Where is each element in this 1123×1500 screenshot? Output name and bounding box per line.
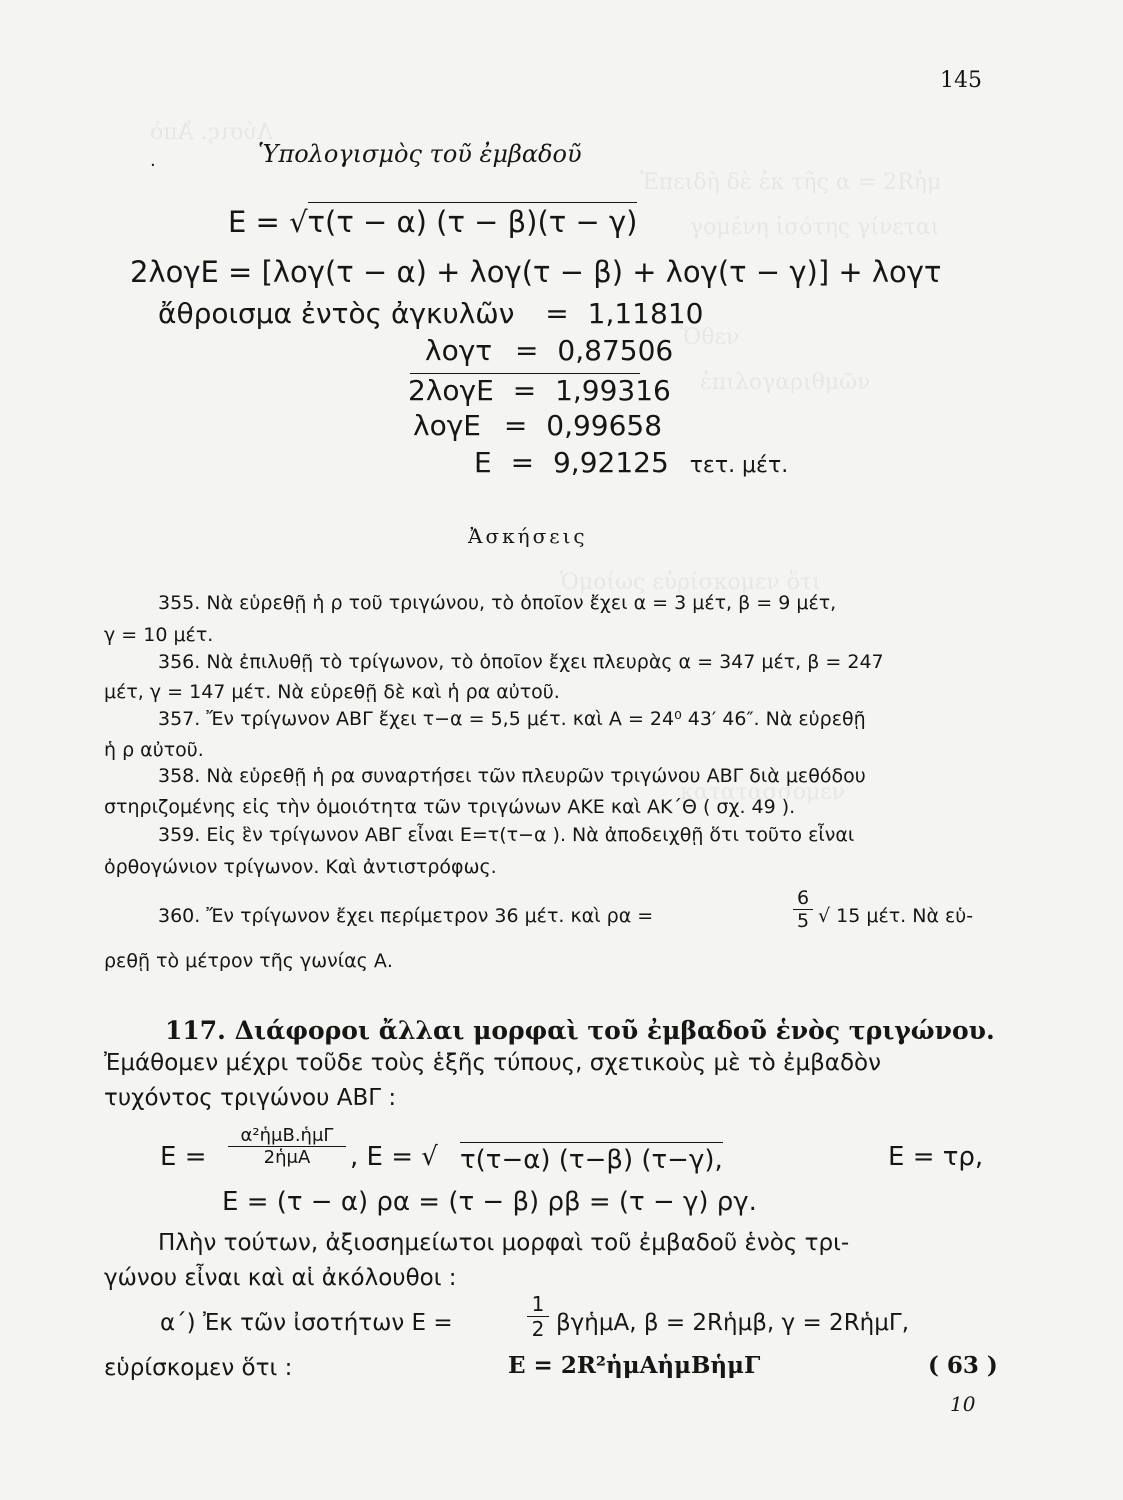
section-title: [165, 1016, 995, 1045]
fraction-denominator: 2ἡμΑ: [263, 1147, 311, 1168]
calc-row: [408, 374, 671, 407]
bleed-through-text: κατατάσσομεν: [680, 780, 846, 805]
log-sum-tail: + λογτ: [838, 255, 942, 289]
bleed-through-text: Ἐπειδὴ δὲ ἐκ τῆς α = 2Rἡμ: [640, 170, 942, 195]
exercise-line: στηριζομένης εἰς τὴν ὁμοιότητα τῶν τριγώνων ΑΚΕ καὶ ΑΚ΄Θ ( σχ. 49 ).: [104, 796, 796, 818]
calc-row: [413, 409, 662, 442]
exercise-line: ρεθῇ τὸ μέτρον τῆς γωνίας Α.: [104, 950, 393, 972]
paragraph-line: γώνου εἶναι καὶ αἱ ἀκόλουθοι :: [104, 1265, 457, 1291]
fraction-6-5: [793, 887, 813, 932]
paragraph-line: τυχόντος τριγώνου ΑΒΓ :: [104, 1085, 397, 1111]
calc-label: E: [474, 446, 492, 479]
exercise-number: 359.: [158, 824, 201, 846]
calc-value: 1,99316: [555, 374, 671, 407]
fraction-denominator: 5: [796, 910, 810, 932]
item-a-prefix: α΄) Ἐκ τῶν ἰσοτήτων E =: [160, 1310, 453, 1336]
calc-value: 0,99658: [546, 409, 663, 442]
exercise-text: Νὰ εὑρεθῇ ἡ ρ τοῦ τριγώνου, τὸ ὁποῖον ἔχει α = 3 μέτ, β = 9 μέτ,: [206, 592, 837, 614]
calc-label: 2λογE: [408, 374, 494, 407]
calc-equals: =: [515, 334, 539, 367]
exercise-number: 358.: [158, 765, 201, 787]
exercise-360: [158, 905, 653, 927]
exercise-line: μέτ, γ = 147 μέτ. Νὰ εὑρεθῇ δὲ καὶ ἡ ρα αὐτοῦ.: [104, 681, 560, 703]
fraction-one-half: [527, 1292, 549, 1341]
stray-dot: .: [150, 150, 156, 171]
exercise-number: 355.: [158, 592, 201, 614]
bleed-through-text: ἐπιλογαριθμῶν: [700, 370, 871, 395]
heron-lhs: E =: [228, 205, 280, 239]
exercise-number: 356.: [158, 651, 201, 673]
exercise-355: [158, 592, 836, 614]
paragraph-line: Πλὴν τούτων, ἀξιοσημείωτοι μορφαὶ τοῦ ἐμβαδοῦ ἑνὸς τρι-: [158, 1230, 850, 1256]
exercise-text: √ 15 μέτ. Νὰ εὑ-: [818, 905, 974, 927]
formula-excircle: E = (τ − α) ρα = (τ − β) ρβ = (τ − γ) ργ.: [222, 1187, 757, 1217]
formula-radical: , E = √: [350, 1142, 438, 1172]
bleed-through-text: Λύσις. Ἀπὸ: [150, 120, 273, 145]
item-a-rest: βγἡμΑ, β = 2Rἡμβ, γ = 2RἡμΓ,: [556, 1310, 910, 1336]
calc-equals: =: [545, 297, 569, 330]
exercise-number: 357.: [158, 708, 201, 730]
exercise-357: [158, 708, 866, 730]
formula-fraction: [228, 1125, 346, 1168]
fraction-numerator: 6: [793, 887, 813, 910]
result-lead: εὑρίσκομεν ὅτι :: [104, 1355, 293, 1381]
formula-area-tr: E = τρ,: [888, 1142, 984, 1172]
calc-value: 0,87506: [557, 334, 674, 367]
calc-row: [474, 446, 788, 479]
calc-row: [158, 297, 703, 330]
paragraph-line: Ἐμάθομεν μέχρι τοῦδε τοὺς ἑξῆς τύπους, σχετικοὺς μὲ τὸ ἐμβαδὸν: [104, 1050, 881, 1076]
calc-label: λογτ: [425, 334, 493, 367]
bleed-through-text: Ὁμοίως εὑρίσκομεν ὅτι: [560, 570, 821, 595]
calc-row: [425, 334, 673, 367]
bleed-through-text: Ὅθεν: [680, 325, 740, 350]
calc-label: λογE: [413, 409, 481, 442]
calc-unit: τετ. μέτ.: [689, 453, 789, 478]
result-formula: E = 2R²ἡμΑἡμΒἡμΓ: [508, 1352, 761, 1379]
calc-value: 9,92125: [552, 446, 669, 479]
exercise-text: Εἰς ἓν τρίγωνον ΑΒΓ εἶναι E=τ(τ−α ). Νὰ ἀποδειχθῇ ὅτι τοῦτο εἶναι: [206, 824, 855, 846]
fraction-numerator: α²ἡμΒ.ἡμΓ: [228, 1125, 346, 1147]
page-number: 145: [940, 68, 982, 93]
fraction-denominator: 2: [531, 1317, 545, 1341]
exercise-text: Νὰ εὑρεθῇ ἡ ρα συναρτήσει τῶν πλευρῶν τριγώνου ΑΒΓ διὰ μεθόδου: [206, 765, 866, 787]
calc-label: ἄθροισμα ἐντὸς ἀγκυλῶν: [158, 297, 515, 330]
exercise-text: Ἔν τρίγωνον ἔχει περίμετρον 36 μέτ. καὶ ρα =: [206, 905, 654, 927]
exercise-358: [158, 765, 866, 787]
exercise-number: 360.: [158, 905, 201, 927]
bleed-through-text: γομένη ἰσότης γίνεται: [690, 215, 940, 240]
formula-radicand: τ(τ−α) (τ−β) (τ−γ),: [460, 1142, 723, 1175]
formula-lhs: E =: [160, 1142, 207, 1172]
equation-label: ( 63 ): [928, 1352, 998, 1379]
subsection-heading: Ὑπολογισμὸς τοῦ ἐμβαδοῦ: [258, 140, 582, 168]
heron-formula: [228, 205, 637, 239]
exercise-line: ἡ ρ αὐτοῦ.: [104, 739, 204, 761]
calc-value: 1,11810: [587, 297, 704, 330]
heron-radicand: τ(τ − α) (τ − β)(τ − γ): [308, 202, 638, 239]
log-sum-formula: [130, 255, 941, 289]
signature-mark: 10: [950, 1392, 976, 1416]
calc-equals: =: [510, 446, 535, 479]
exercise-line: γ = 10 μέτ.: [104, 624, 214, 646]
section-number: 117.: [165, 1016, 226, 1045]
exercise-356: [158, 651, 884, 673]
calc-equals: =: [512, 374, 537, 407]
exercise-text: Ἔν τρίγωνον ΑΒΓ ἔχει τ−α = 5,5 μέτ. καὶ Α = 24⁰ 43′ 46″. Νὰ εὑρεθῇ: [206, 708, 866, 730]
log-sum-bracket: [λογ(τ − α) + λογ(τ − β) + λογ(τ − γ)]: [261, 255, 830, 289]
calc-equals: =: [503, 409, 528, 442]
radical-sign: √: [289, 205, 308, 239]
log-sum-lhs: 2λογE =: [130, 255, 253, 289]
section-title-text: Διάφοροι ἄλλαι μορφαὶ τοῦ ἐμβαδοῦ ἑνὸς τριγώνου.: [234, 1016, 995, 1045]
exercises-heading: Ἀσκήσεις: [468, 524, 588, 548]
exercise-text: Νὰ ἐπιλυθῇ τὸ τρίγωνον, τὸ ὁποῖον ἔχει πλευρὰς α = 347 μέτ, β = 247: [206, 651, 884, 673]
exercise-359: [158, 824, 854, 846]
fraction-numerator: 1: [527, 1292, 549, 1317]
exercise-line: ὀρθογώνιον τρίγωνον. Καὶ ἀντιστρόφως.: [104, 856, 497, 878]
